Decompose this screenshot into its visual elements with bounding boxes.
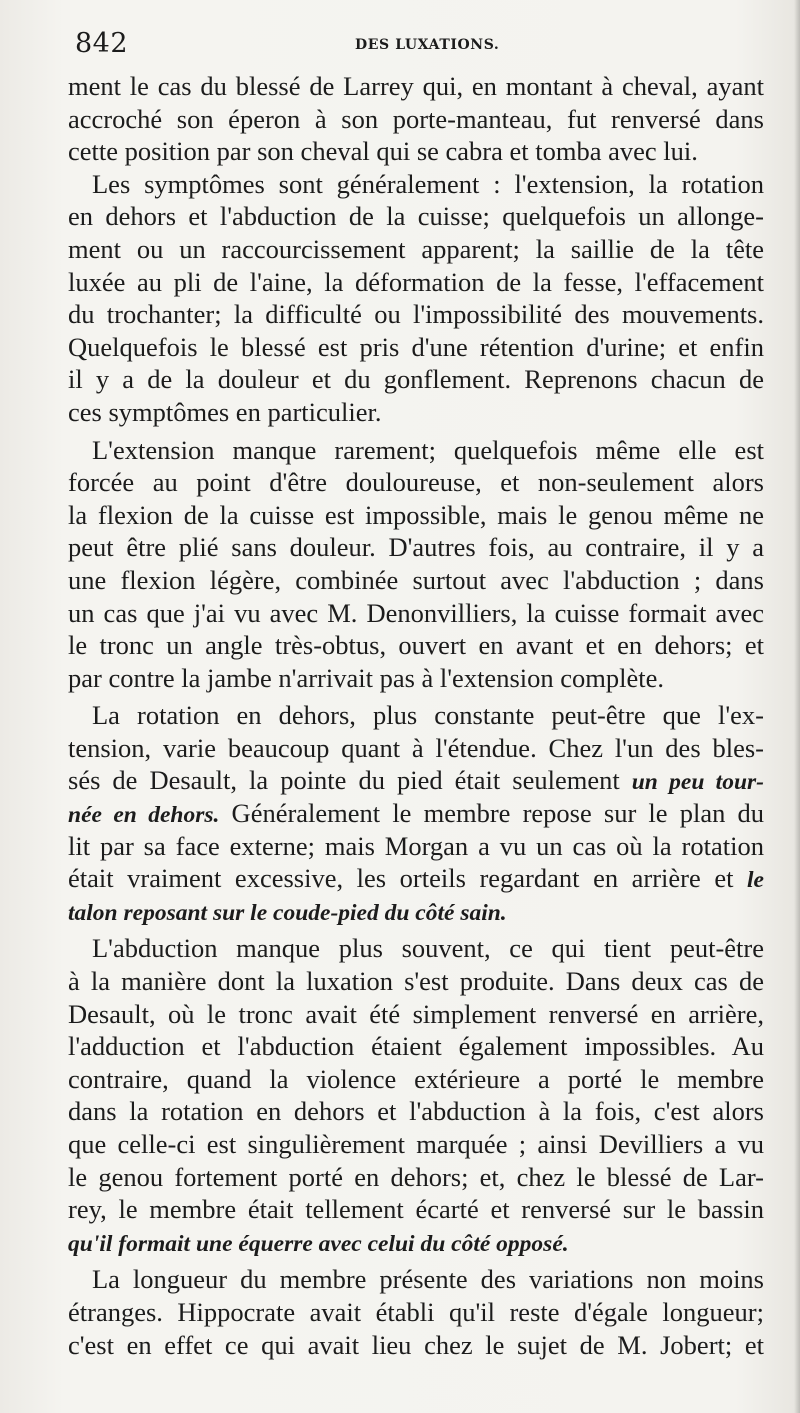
italic-text: le bbox=[747, 867, 764, 894]
text-line: Desault, où le tronc avait été simplement renversé en arrière, bbox=[68, 998, 764, 1029]
text-line: du trochanter; la difficulté ou l'impossibilité des mouvements. bbox=[68, 299, 764, 330]
page-body bbox=[68, 70, 764, 1361]
page-header bbox=[75, 28, 760, 64]
page-spine-shadow bbox=[794, 0, 800, 1413]
text-line: par contre la jambe n'arrivait pas à l'extension complète. bbox=[68, 662, 664, 693]
paragraph bbox=[68, 70, 764, 168]
text-line: ment le cas du blessé de Larrey qui, en montant à cheval, ayant bbox=[68, 71, 764, 101]
text-line: L'abduction manque plus souvent, ce qui tient peut-être bbox=[92, 933, 764, 964]
text-line: peut être plié sans douleur. D'autres fois, au contraire, il y a bbox=[68, 532, 764, 563]
page-number: 842 bbox=[75, 28, 129, 59]
text-line: il y a de la douleur et du gonflement. Reprenons chacun de bbox=[68, 364, 764, 395]
text-line: luxée au pli de l'aine, la déformation de la fesse, l'effacement bbox=[68, 266, 764, 297]
paragraph bbox=[68, 168, 764, 429]
text-line: l'adduction et l'abduction étaient également impossibles. Au bbox=[68, 1031, 764, 1062]
text-line bbox=[68, 895, 764, 928]
text-line: La rotation en dehors, plus constante peut-être que l'ex- bbox=[92, 700, 764, 731]
text-line: le genou fortement porté en dehors; et, chez le blessé de Lar- bbox=[68, 1161, 764, 1192]
text-line: L'extension manque rarement; quelquefois même elle est bbox=[92, 434, 764, 465]
text-line: que celle-ci est singulièrement marquée ; ainsi Devilliers a vu bbox=[68, 1129, 764, 1159]
text-line: La longueur du membre présente des variations non moins bbox=[92, 1264, 764, 1295]
text-line: accroché son éperon à son porte-manteau, fut renversé dans bbox=[68, 103, 764, 134]
text-line: contraire, quand la violence extérieure a porté le membre bbox=[68, 1063, 764, 1094]
text-line: à la manière dont la luxation s'est produite. Dans deux cas de bbox=[68, 966, 764, 997]
text-line: ment ou un raccourcissement apparent; la saillie de la tête bbox=[68, 233, 764, 264]
text-line: en dehors et l'abduction de la cuisse; quelquefois un allonge- bbox=[68, 201, 764, 232]
paragraph bbox=[68, 1263, 764, 1361]
running-head: DES LUXATIONS. bbox=[355, 37, 500, 53]
text-line: une flexion légère, combinée surtout avec l'abduction ; dans bbox=[68, 564, 764, 595]
paragraph bbox=[68, 434, 764, 695]
text-line: Les symptômes sont généralement : l'extension, la rotation bbox=[92, 168, 764, 199]
text-span: était vraiment excessive, les orteils regardant en arrière et bbox=[68, 863, 748, 894]
italic-text: née en dehors. bbox=[68, 802, 220, 829]
italic-text: un peu tour- bbox=[631, 769, 764, 796]
text-line: c'est en effet ce qui avait lieu chez le sujet de M. Jobert; et bbox=[68, 1329, 764, 1360]
text-span: sés de Desault, la pointe du pied était seulement bbox=[68, 765, 632, 796]
text-line bbox=[68, 764, 764, 797]
text-line: tension, varie beaucoup quant à l'étendue. Chez l'un des bles- bbox=[68, 732, 764, 763]
paragraph bbox=[68, 699, 764, 927]
text-line: forcée au point d'être douloureuse, et non-seulement alors bbox=[68, 467, 764, 498]
text-line: un cas que j'ai vu avec M. Denonvilliers, la cuisse formait avec bbox=[68, 597, 764, 628]
text-line: lit par sa face externe; mais Morgan a vu un cas où la rotation bbox=[68, 830, 764, 861]
text-span: Généralement le membre repose sur le plan du bbox=[219, 798, 764, 829]
text-line: cette position par son cheval qui se cabra et tomba avec lui. bbox=[68, 136, 698, 167]
text-line: Quelquefois le blessé est pris d'une rétention d'urine; et enfin bbox=[68, 331, 764, 362]
text-line bbox=[68, 1226, 764, 1259]
text-line: le tronc un angle très-obtus, ouvert en avant et en dehors; et bbox=[68, 630, 764, 661]
text-line: dans la rotation en dehors et l'abduction à la fois, c'est alors bbox=[68, 1096, 764, 1127]
paragraph bbox=[68, 932, 764, 1258]
text-line: rey, le membre était tellement écarté et renversé sur le bassin bbox=[68, 1194, 764, 1225]
italic-text: talon reposant sur le coude-pied du côté sain. bbox=[68, 899, 507, 926]
text-line bbox=[68, 862, 764, 895]
text-line: ces symptômes en particulier. bbox=[68, 396, 382, 427]
text-line: étranges. Hippocrate avait établi qu'il reste d'égale longueur; bbox=[68, 1296, 764, 1327]
text-line: la flexion de la cuisse est impossible, mais le genou même ne bbox=[68, 499, 764, 530]
text-line bbox=[68, 797, 764, 830]
italic-text: qu'il formait une équerre avec celui du côté opposé. bbox=[68, 1230, 569, 1257]
